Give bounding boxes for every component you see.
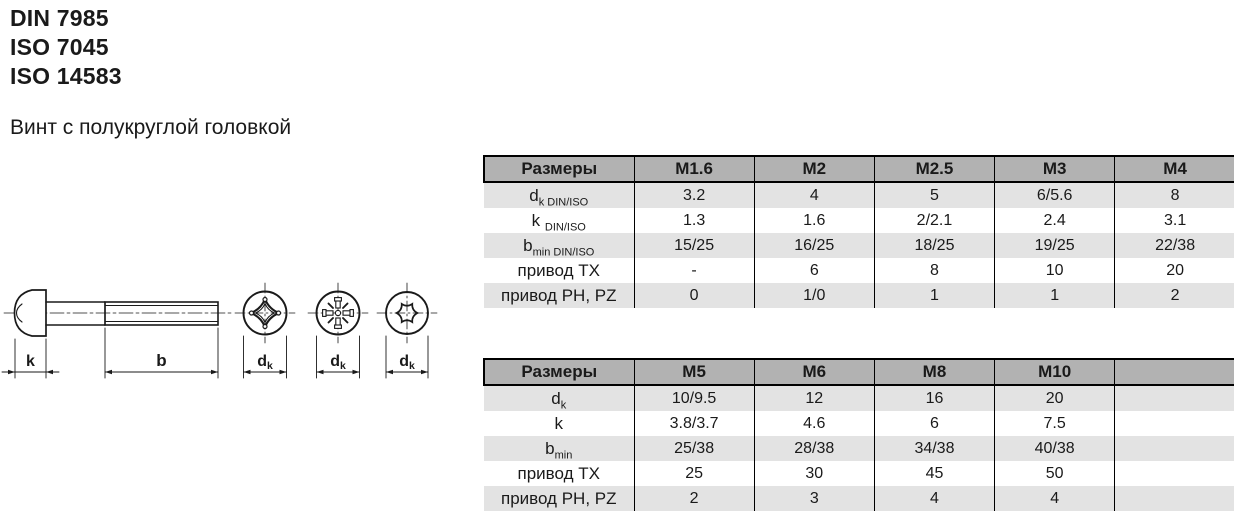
table-cell: 2/2.1 <box>874 208 994 233</box>
row-label: $d_{k DIN/ISO}$ <box>484 182 634 208</box>
row-label: $d_k$ <box>484 385 634 411</box>
column-header: M1.6 <box>634 156 754 182</box>
table-cell: 45 <box>874 461 994 486</box>
dim-label-dk-sub: k <box>266 360 273 372</box>
table-cell: 10 <box>995 258 1115 283</box>
table-cell: 15/25 <box>634 233 754 258</box>
standard-iso1: ISO 7045 <box>10 34 109 60</box>
column-header: M3 <box>995 156 1115 182</box>
table-cell: 18/25 <box>874 233 994 258</box>
row-label: $b_{min DIN/ISO}$ <box>484 233 634 258</box>
column-header: M10 <box>995 359 1115 385</box>
dim-label-k: k <box>26 353 35 370</box>
row-label: привод TX <box>484 258 634 283</box>
table-row <box>484 486 1234 511</box>
table-cell: 12 <box>754 385 874 411</box>
table-row <box>484 283 1234 308</box>
dim-label-dk-sub: k <box>408 360 415 372</box>
svg-text:dk <box>257 353 273 372</box>
dimensions-table-m5-m10 <box>483 358 1234 511</box>
standard-din: DIN 7985 <box>10 5 109 31</box>
column-header: M4 <box>1115 156 1234 182</box>
table-cell: 2.4 <box>995 208 1115 233</box>
table-cell: 10/9.5 <box>634 385 754 411</box>
column-header: Размеры <box>484 156 634 182</box>
table-cell: 2 <box>634 486 754 511</box>
dim-label-dk-main: d <box>330 353 340 370</box>
table-cell: 1/0 <box>754 283 874 308</box>
table-row <box>484 208 1234 233</box>
table-row <box>484 385 1234 411</box>
screw-technical-drawing <box>0 265 470 400</box>
table-cell: 4.6 <box>754 411 874 436</box>
row-label: $b_{min}$ <box>484 436 634 461</box>
table-cell: 20 <box>1115 258 1234 283</box>
table-cell: 3.8/3.7 <box>634 411 754 436</box>
column-header: M2.5 <box>874 156 994 182</box>
table-cell <box>1115 486 1234 511</box>
table-cell: 0 <box>634 283 754 308</box>
table-cell: 6 <box>754 258 874 283</box>
dimension-b <box>105 328 218 378</box>
table-row <box>484 461 1234 486</box>
column-header: M2 <box>754 156 874 182</box>
table-row <box>484 258 1234 283</box>
table-cell: 7.5 <box>995 411 1115 436</box>
table-cell: 4 <box>754 182 874 208</box>
table-cell: 16 <box>874 385 994 411</box>
table-cell: 2 <box>1115 283 1234 308</box>
table-cell: 4 <box>995 486 1115 511</box>
table-cell: - <box>634 258 754 283</box>
table-cell <box>1115 436 1234 461</box>
table-cell: 1 <box>874 283 994 308</box>
table-row <box>484 182 1234 208</box>
table-row <box>484 233 1234 258</box>
table-cell: 8 <box>874 258 994 283</box>
row-label: привод TX <box>484 461 634 486</box>
table-cell: 1.6 <box>754 208 874 233</box>
table-cell: 40/38 <box>995 436 1115 461</box>
screw-side-view <box>4 290 232 336</box>
dim-label-b: b <box>156 351 167 370</box>
table-cell: 5 <box>874 182 994 208</box>
dimensions-table-m1_6-m4 <box>483 155 1234 308</box>
table-row <box>484 436 1234 461</box>
table-cell: 6 <box>874 411 994 436</box>
dim-label-dk-main: d <box>257 353 267 370</box>
table-header-row <box>484 359 1234 385</box>
standard-iso2: ISO 14583 <box>10 63 122 89</box>
table-cell: 20 <box>995 385 1115 411</box>
row-label: k <box>484 411 634 436</box>
column-header: M6 <box>754 359 874 385</box>
table-cell: 22/38 <box>1115 233 1234 258</box>
column-header: M8 <box>874 359 994 385</box>
row-label: привод PH, PZ <box>484 283 634 308</box>
svg-text:dk <box>399 353 415 372</box>
torx-head-view <box>377 283 437 343</box>
dimension-k <box>2 339 59 378</box>
column-header: Размеры <box>484 359 634 385</box>
table-cell: 25/38 <box>634 436 754 461</box>
dim-label-dk-main: d <box>399 353 409 370</box>
table-cell: 28/38 <box>754 436 874 461</box>
row-label: привод PH, PZ <box>484 486 634 511</box>
table-cell: 4 <box>874 486 994 511</box>
svg-text:dk <box>330 353 346 372</box>
table-cell <box>1115 461 1234 486</box>
table-cell: 3 <box>754 486 874 511</box>
table-cell: 6/5.6 <box>995 182 1115 208</box>
table-cell: 19/25 <box>995 233 1115 258</box>
table-cell: 3.1 <box>1115 208 1234 233</box>
table-cell: 16/25 <box>754 233 874 258</box>
table-cell <box>1115 385 1234 411</box>
table-cell: 1.3 <box>634 208 754 233</box>
table-cell: 50 <box>995 461 1115 486</box>
table-cell: 30 <box>754 461 874 486</box>
page-title: Винт с полукруглой головкой <box>10 116 292 139</box>
table-cell: 8 <box>1115 182 1234 208</box>
column-header <box>1115 359 1234 385</box>
row-label: k $_{DIN/ISO}$ <box>484 208 634 233</box>
table-cell: 3.2 <box>634 182 754 208</box>
table-row <box>484 411 1234 436</box>
column-header: M5 <box>634 359 754 385</box>
table-cell: 1 <box>995 283 1115 308</box>
pozidriv-head-view <box>308 283 368 343</box>
standards-list <box>10 4 122 91</box>
table-cell <box>1115 411 1234 436</box>
table-cell: 25 <box>634 461 754 486</box>
dim-label-dk-sub: k <box>339 360 346 372</box>
table-cell: 34/38 <box>874 436 994 461</box>
table-header-row <box>484 156 1234 182</box>
phillips-head-view <box>235 283 295 343</box>
